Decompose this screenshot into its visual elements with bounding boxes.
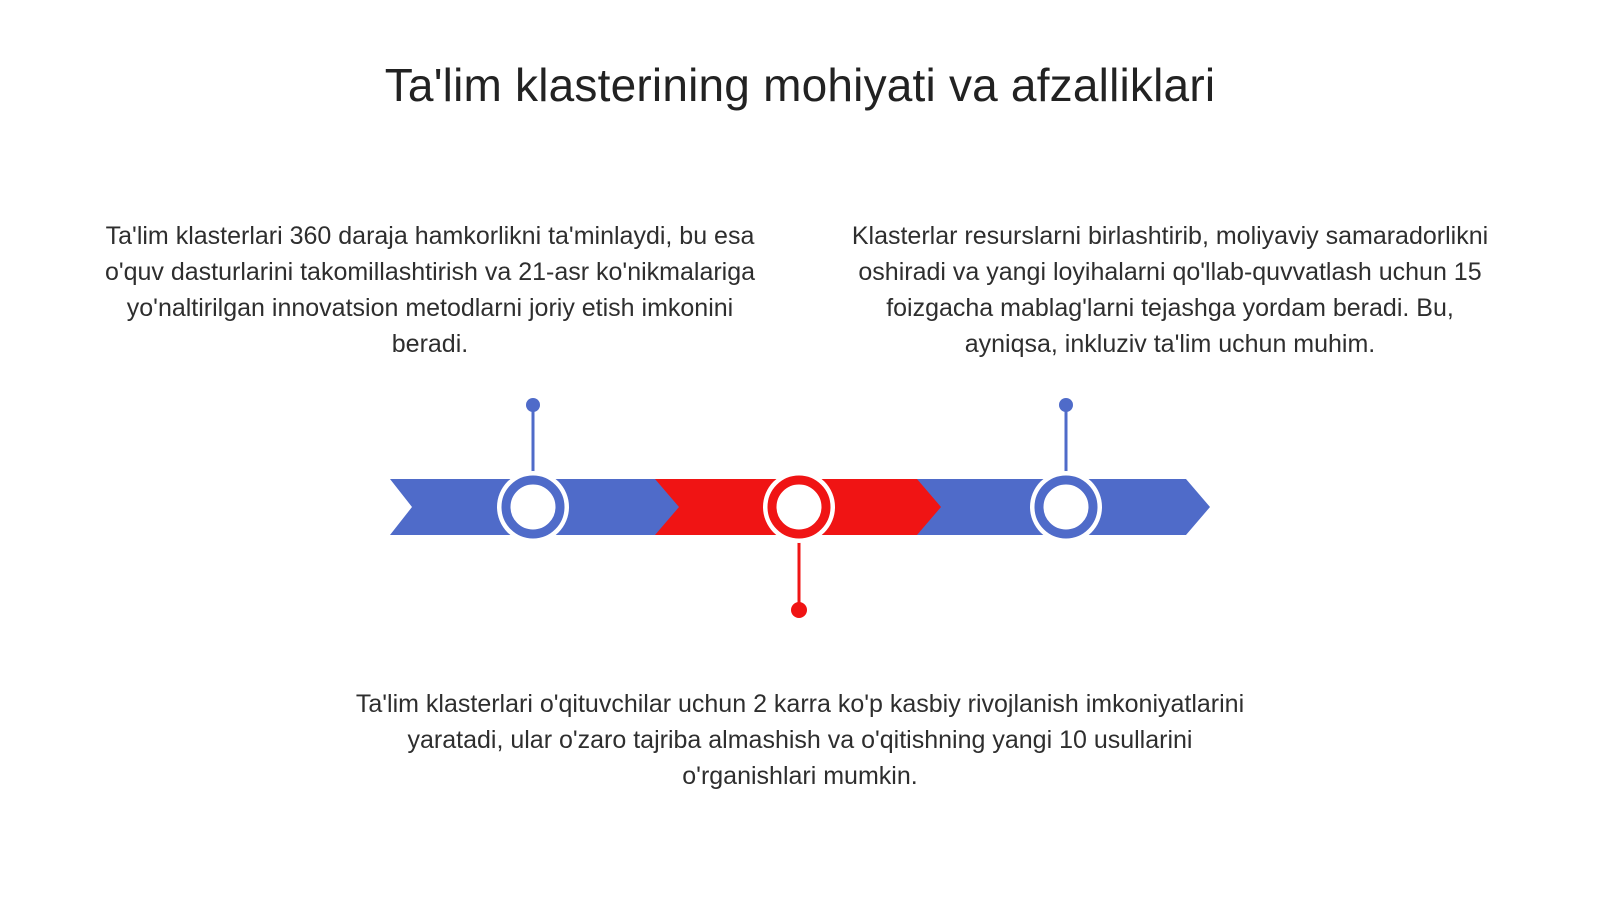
node-ring-inner-2 — [772, 480, 826, 534]
node-ring-inner-1 — [506, 480, 560, 534]
timeline-node-1 — [497, 398, 569, 543]
text-block-top-right: Klasterlar resurslarni birlashtirib, moliyaviy samaradorlikni oshiradi va yangi loyihalarni qo'llab-quvvatlash uchun 15 foizgacha mablag'larni tejashga yordam beradi. Bu, ayniqsa, inkluziv ta'lim uchun muhim. — [851, 222, 1489, 358]
pin-dot-1 — [526, 398, 540, 412]
text-block-top-left: Ta'lim klasterlari 360 daraja hamkorlikni ta'minlaydi, bu esa o'quv dasturlarini takomillashtirish va 21-asr ko'nikmalariga yo'naltirilgan innovatsion metodlarni joriy etish imkonini beradi. — [104, 222, 756, 358]
pin-dot-3 — [1059, 398, 1073, 412]
timeline-node-3 — [1030, 398, 1102, 543]
text-block-bottom: Ta'lim klasterlari o'qituvchilar uchun 2 karra ko'p kasbiy rivojlanish imkoniyatlarini yaratadi, ular o'zaro tajriba almashish va o'qitishning yangi 10 usullarini o'rganishlari mumkin. — [355, 690, 1245, 790]
slide-title: Ta'lim klasterining mohiyati va afzalliklari — [384, 59, 1216, 111]
timeline-node-2 — [763, 471, 835, 618]
node-ring-inner-3 — [1039, 480, 1093, 534]
pin-dot-2 — [791, 602, 807, 618]
